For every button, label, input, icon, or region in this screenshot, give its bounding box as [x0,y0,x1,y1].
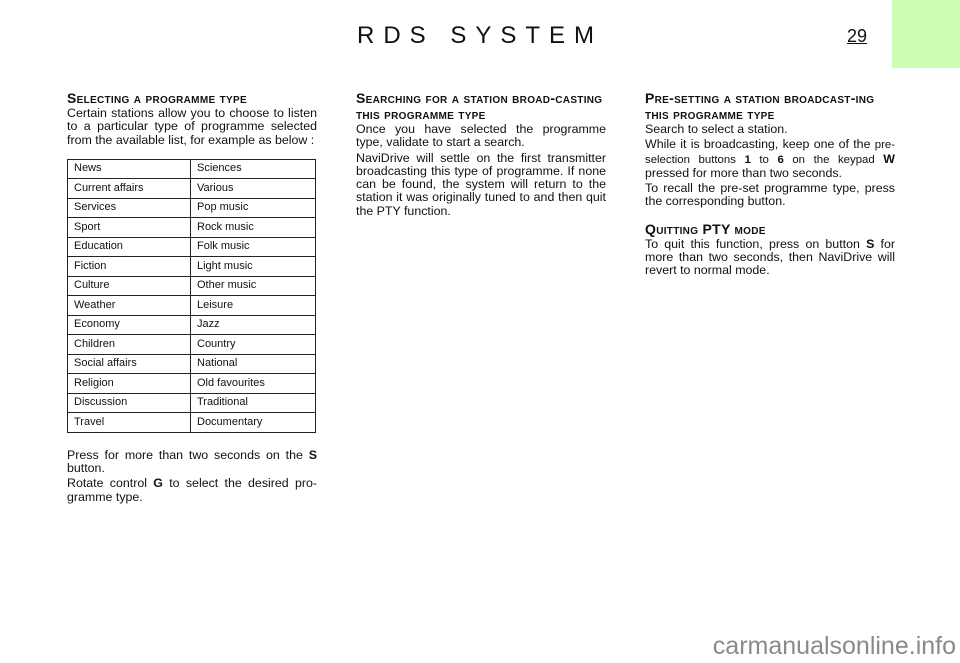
table-cell: Various [191,179,316,199]
table-row [68,393,316,413]
table-cell: Old favourites [191,374,316,394]
column-selecting [67,90,317,506]
table-row [68,179,316,199]
column-searching [356,90,606,220]
table-cell: Jazz [191,315,316,335]
table-cell: Travel [68,413,191,433]
instruction-press: Press for more than two seconds on the S button. [67,447,317,476]
table-row [68,354,316,374]
table-cell: Pop music [191,198,316,218]
instruction-rotate: Rotate control G to select the desired pro-gramme type. [67,476,318,504]
table-row [68,257,316,277]
page-title: RDS SYSTEM [356,22,604,49]
paragraph: Search to select a station. [645,122,788,136]
table-row [68,276,316,296]
table-cell: Religion [68,374,191,394]
table-cell: Documentary [191,413,316,433]
table-cell: Country [191,335,316,355]
table-cell: Other music [191,276,316,296]
table-cell: Leisure [191,296,316,316]
table-row [68,296,316,316]
table-cell: Education [68,237,191,257]
page-number: 29 [847,26,868,46]
table-cell: Children [68,335,191,355]
table-cell: Sport [68,218,191,238]
column-presetting [645,90,895,280]
table-cell: Folk music [191,237,316,257]
table-row [68,335,316,355]
paragraph: Once you have selected the programme type, validate to start a search. [356,122,606,150]
table-cell: Current affairs [68,179,191,199]
paragraph: To recall the pre-set programme type, press the corresponding button. [645,181,895,209]
table-cell: Services [68,198,191,218]
paragraph: While it is broadcasting, keep one of the pre-selection buttons 1 to 6 on the keypad W pressed for more than two seconds. [645,137,895,180]
table-cell: Social affairs [68,354,191,374]
section-heading-quitting: Quitting PTY mode [645,220,766,237]
table-cell: Discussion [68,393,191,413]
watermark: carmanualsonline.info [712,632,956,660]
table-cell: Fiction [68,257,191,277]
table-row [68,198,316,218]
section-heading: Selecting a programme type [67,90,247,106]
table-cell: Culture [68,276,191,296]
table-row [68,237,316,257]
table-row [68,413,316,433]
section-heading: Pre-setting a station broadcast-ing this programme type [645,90,875,122]
table-cell: Sciences [191,159,316,179]
table-cell: Weather [68,296,191,316]
paragraph: NaviDrive will settle on the first transmitter broadcasting this type of programme. If none can be found, the system will return to the station it was originally tuned to and then quit the PTY function. [356,150,606,218]
table-cell: Rock music [191,218,316,238]
intro-text: Certain stations allow you to choose to listen to a particular type of programme selected from the available list, for example as below : [67,106,317,147]
table-row [68,159,316,179]
programme-type-table [67,159,316,433]
table-cell: Light music [191,257,316,277]
table-cell: Traditional [191,393,316,413]
table-cell: Economy [68,315,191,335]
table-row [68,315,316,335]
table-row [68,374,316,394]
table-cell: News [68,159,191,179]
paragraph: To quit this function, press on button S for more than two seconds, then NaviDrive will revert to normal mode. [645,236,895,278]
table-row [68,218,316,238]
section-heading: Searching for a station broad-casting this programme type [356,90,603,122]
table-cell: National [191,354,316,374]
